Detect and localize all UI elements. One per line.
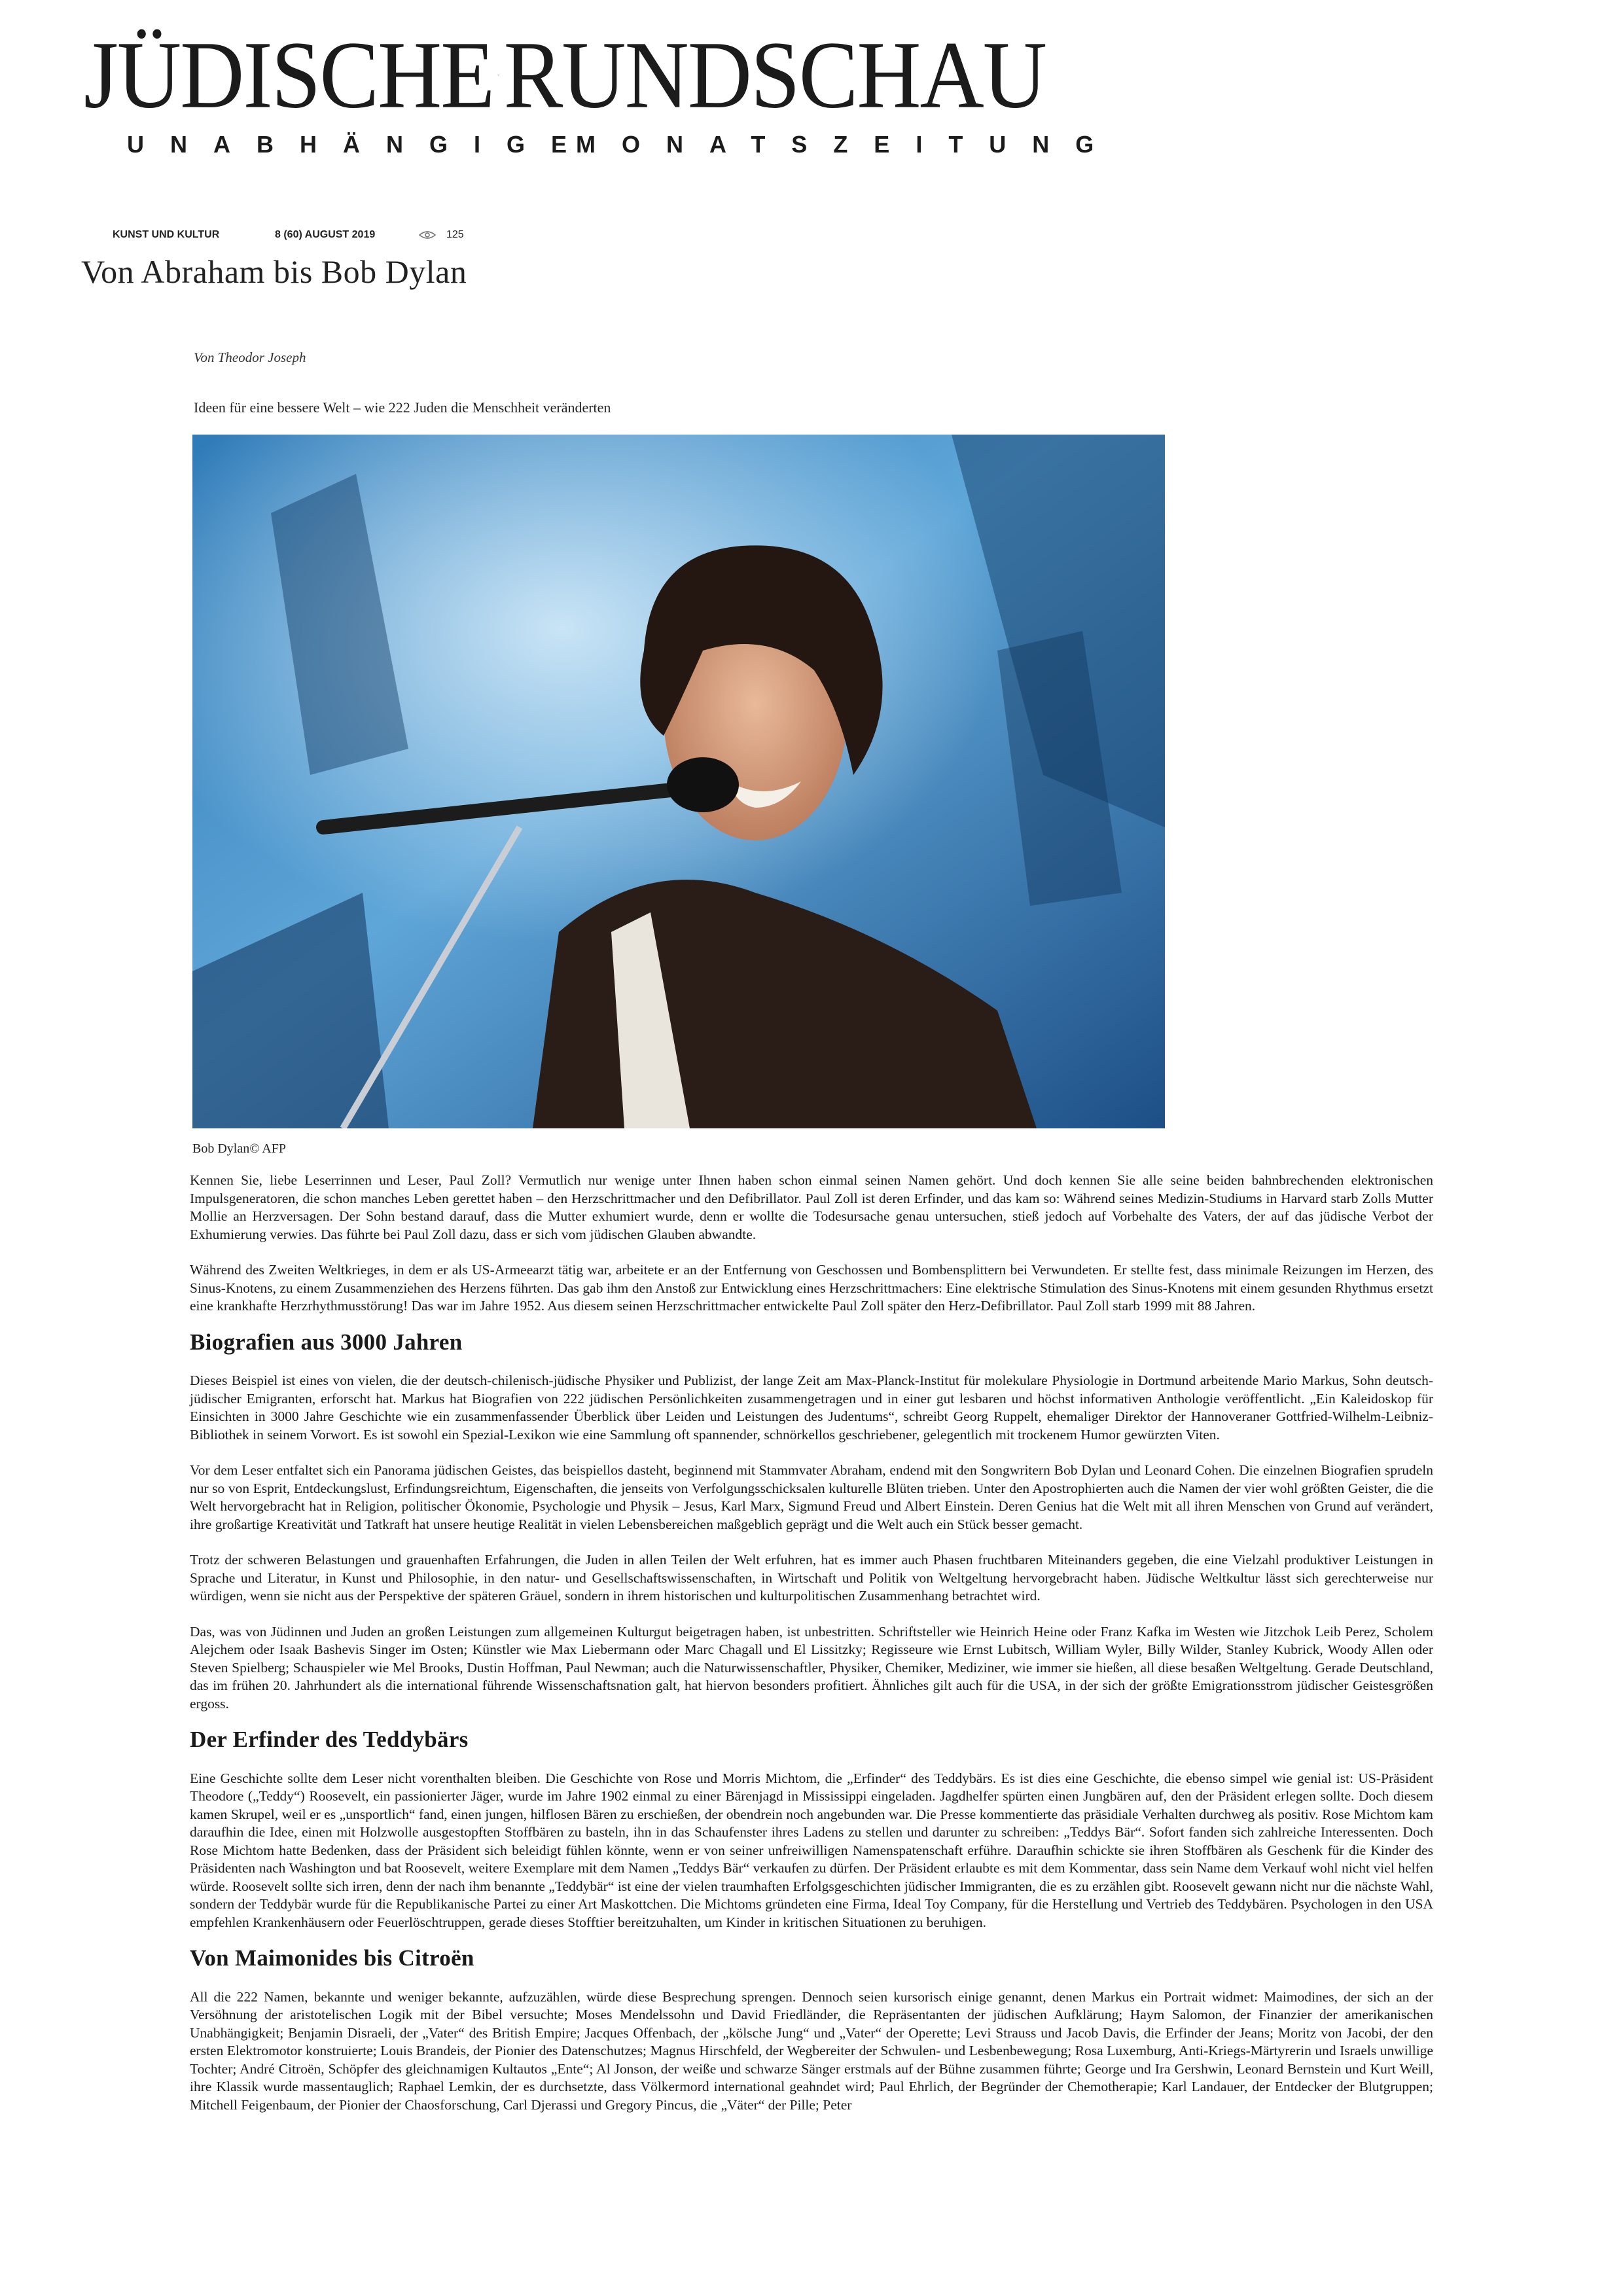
masthead-subtitle-right: MONATSZEITUNG — [576, 131, 1120, 158]
article-paragraph: Während des Zweiten Weltkrieges, in dem er als US-Armeearzt tätig war, arbeitete er an der Entfernung von Geschossen und Bombensplittern bei Verwundeten. Er stellte fest, dass minimale Reizungen im Herzen, des Sinus-Knotens, zu einem Zusammenziehen des Herzens führten. Das gab ihm den Anstoß zur Entwicklung eines Herzschrittmachers: Eine elektrische Stimulation des Sinus-Knotens mit einem gesunden Rhythmus ersetzt eine krankhafte Herzrhythmusstörung! Das war im Jahre 1952. Aus diesem seinen Herzschrittmacher entwickelte Paul Zoll später den Herz-Defibrillator. Paul Zoll starb 1999 mit 88 Jahren. — [190, 1262, 1433, 1314]
article-subtitle: Ideen für eine bessere Welt – wie 222 Juden die Menschheit veränderten — [194, 399, 611, 416]
masthead-title — [84, 22, 1046, 128]
section-heading: Von Maimonides bis Citroën — [190, 1945, 474, 1971]
category-link[interactable]: KUNST UND KULTUR — [113, 229, 220, 240]
article-byline: Von Theodor Joseph — [194, 350, 306, 365]
article-body — [190, 1172, 1433, 2132]
masthead-title-right: RUNDSCHAU — [503, 22, 1046, 128]
article-paragraph: All die 222 Namen, bekannte und weniger bekannte, aufzuzählen, würde diese Besprechung sprengen. Dennoch seien kursorisch einige genannt, denen Markus ein Portrait widmet: Maimodines, der sich an der Versöhnung der aristotelischen Logik mit der Bibel versuchte; Moses Mendelssohn und David Friedländer, die Repräsentanten der jüdischen Aufklärung; Haym Salomon, der Finanzier der amerikanischen Unabhängigkeit; Benjamin Disraeli, der „Vater“ des British Empire; Jacques Offenbach, der „kölsche Jung“ und „Vater“ der Operette; Levi Strauss und Jacob Davis, die Erfinder der Jeans; Moritz von Jacobi, der den ersten Elektromotor konstruierte; Louis Brandeis, der Pionier des Datenschutzes; Magnus Hirschfeld, der Wegbereiter der Schwulen- und Lesbenbewegung; Rosa Luxemburg, Anti-Kriegs-Märtyrerin und Israels unwillige Tochter; André Citroën, Schöpfer des gleichnamigen Kultautos „Ente“; Al Jonson, der weiße und schwarze Sänger erstmals auf der Bühne zusammen führte; George und Ira Gershwin, Leonard Bernstein und Kurt Weill, ihre Klassik wurde massentauglich; Raphael Lemkin, der es durchsetzte, dass Völkermord international geahndet wird; Paul Ehrlich, der Begründer der Chemotherapie; Karl Landauer, der Entdecker der Blutgruppen; Mitchell Feigenbaum, der Pionier der Chaosforschung, Carl Djerassi und Gregory Pincus, die „Väter“ der Pille; Peter — [190, 1988, 1433, 2113]
section-heading: Der Erfinder des Teddybärs — [190, 1727, 469, 1752]
photo-caption: Bob Dylan© AFP — [192, 1141, 286, 1156]
masthead-title-left: JÜDISCHE — [84, 22, 494, 128]
issue-link[interactable]: 8 (60) AUGUST 2019 — [275, 229, 376, 240]
eye-icon — [419, 230, 436, 240]
masthead-subtitle — [84, 131, 1120, 164]
masthead-subtitle-left: UNABHÄNGIGE — [127, 131, 594, 158]
article-meta — [113, 225, 464, 245]
article-photo — [192, 435, 1165, 1128]
bob-dylan-photo — [192, 435, 1165, 1128]
view-count-value: 125 — [446, 229, 464, 240]
article-paragraph: Vor dem Leser entfaltet sich ein Panorama jüdischen Geistes, das beispiellos dasteht, beginnend mit Stammvater Abraham, endend mit den Songwritern Bob Dylan und Leonard Cohen. Die einzelnen Biografien sprudeln nur so von Esprit, Entdeckungslust, Erfindungsreichtum, Eigenschaften, die jenseits von Verfolgungsschicksalen kulturelle Blüten trieben. Unter den Apostrophierten auch die Namen der vier wohl größten Geister, die die Welt hervorgebracht hat in Religion, politischer Ökonomie, Psychologie und Physik – Jesus, Karl Marx, Sigmund Freud und Albert Einstein. Deren Genius hat die Welt mit all ihren Menschen von Grund auf verändert, ihre großartige Kreativität und Tatkraft hat unsere heutige Realität in vielen Lebensbereichen maßgeblich geprägt und die Welt auch ein Stück besser gemacht. — [190, 1462, 1433, 1532]
view-count — [419, 229, 464, 241]
article-paragraph: Dieses Beispiel ist eines von vielen, die der deutsch-chilenisch-jüdische Physiker und Publizist, der lange Zeit am Max-Planck-Institut für molekulare Physiologie in Dortmund arbeitende Mario Markus, Sohn deutsch-jüdischer Emigranten, erforscht hat. Markus hat Biografien von 222 jüdischen Persönlichkeiten zusammengetragen und in einer gut lesbaren und höchst informativen Anthologie veröffentlicht. „Ein Kaleidoskop für Einsichten in 3000 Jahre Geschichte wie ein zusammenfassender Überblick über Leiden und Leistungen des Judentums“, schreibt Georg Ruppelt, ehemaliger Direktor der Hannoveraner Gottfried-Wilhelm-Leibniz-Bibliothek in seinem Vorwort. Es ist sowohl ein Spezial-Lexikon wie eine Sammlung oft spannender, schnörkellos geschriebener, gelegentlich mit trockenem Humor gewürzten Viten. — [190, 1372, 1433, 1443]
section-heading: Biografien aus 3000 Jahren — [190, 1329, 463, 1355]
article-paragraph: Trotz der schweren Belastungen und grauenhaften Erfahrungen, die Juden in allen Teilen der Welt erfuhren, hat es immer auch Phasen fruchtbaren Miteinanders gegeben, die eine Vielzahl produktiver Leistungen in Sprache und Literatur, in Kunst und Philosophie, in den natur- und Gesellschaftswissenschaften, in Wirtschaft und Politik von Weltgeltung hervorgebracht haben. Jüdische Weltkultur lässt sich gerechterweise nur würdigen, wenn sie nicht aus der Perspektive der späteren Gräuel, sondern in ihrem historischen und kulturpolitischen Zusammenhang betrachtet wird. — [190, 1552, 1433, 1604]
article-paragraph: Kennen Sie, liebe Leserrinnen und Leser, Paul Zoll? Vermutlich nur wenige unter Ihnen haben schon einmal seinen Namen gehört. Und doch kennen Sie alle seine beiden bahnbrechenden elektronischen Impulsgeneratoren, die schon manches Leben gerettet haben – den Herzschrittmacher und den Defibrillator. Paul Zoll ist deren Erfinder, und das kam so: Während seines Medizin-Studiums in Harvard starb Zolls Mutter Mollie an Herzversagen. Der Sohn bestand darauf, dass die Mutter exhumiert wurde, denn er wollte die Todesursache genau untersuchen, stieß jedoch auf Vorbehalte des Vaters, der auf das jüdische Verbot der Exhumierung verwies. Das führte bei Paul Zoll dazu, dass er sich vom jüdischen Glauben abwandte. — [190, 1172, 1433, 1242]
article-paragraph: Das, was von Jüdinnen und Juden an großen Leistungen zum allgemeinen Kulturgut beigetragen haben, ist unbestritten. Schriftsteller wie Heinrich Heine oder Franz Kafka im Westen wie Jitzchok Leib Perez, Scholem Alejchem oder Isaak Bashevis Singer im Osten; Künstler wie Max Liebermann oder Marc Chagall und El Lissitzky; Regisseure wie Ernst Lubitsch, William Wyler, Billy Wilder, Stanley Kubrick, Woody Allen oder Steven Spielberg; Schauspieler wie Mel Brooks, Dustin Hoffman, Paul Newman; auch die Naturwissenschaftler, Physiker, Chemiker, Mediziner, wie immer sie hießen, all diese besaßen Weltgeltung. Gerade Deutschland, das im frühen 20. Jahrhundert als die international führende Wissenschaftsnation galt, hat hiervon besonders profitiert. Ähnliches gilt auch für die USA, in der sich der größte Emigrationsstrom jüdischer Geistesgrößen ergoss. — [190, 1623, 1433, 1712]
article-paragraph: Eine Geschichte sollte dem Leser nicht vorenthalten bleiben. Die Geschichte von Rose und Morris Michtom, die „Erfinder“ des Teddybärs. Es ist dies eine Geschichte, die ebenso simpel wie genial ist: US-Präsident Theodore („Teddy“) Roosevelt, ein passionierter Jäger, wurde im Jahre 1902 einmal zu einer Bärenjagd in Mississippi eingeladen. Jagdhelfer spürten einen Jungbären auf, den der Präsident erlegen sollte. Doch diesem kamen Skrupel, weil er es „unsportlich“ fand, einen jungen, hilflosen Bären zu erschießen, der obendrein noch angebunden war. Die Presse kommentierte das präsidiale Verhalten durchweg als positiv. Rose Michtom kam daraufhin die Idee, einen mit Holzwolle ausgestopften Stoffbären zu basteln, ihn in das Schaufenster ihres Ladens zu stellen und darunter zu schreiben: „Teddys Bär“. Sofort fanden sich zahlreiche Interessenten. Doch Rose Michtom hatte Bedenken, dass der Präsident sich beleidigt fühlen könnte, wenn er von seiner unfreiwilligen Namenspatenschaft erführe. Daraufhin schickte sie ihren Stoffbären als Geschenk für die Kinder des Präsidenten nach Washington und bat Roosevelt, weitere Exemplare mit dem Namen „Teddys Bär“ verkaufen zu dürfen. Der Präsident erlaubte es mit dem Kommentar, dass sein Name dem Verkauf wohl nicht viel helfen würde. Roosevelt sollte sich irren, denn der nach ihm benannte „Teddybär“ ist eine der vielen traumhaften Erfolgsgeschichten jüdischer Immigranten, die es zu erzählen gibt. Roosevelt gewann nicht nur die nächste Wahl, sondern der Teddybär wurde für die Republikanische Partei zu einer Art Maskottchen. Die Michtoms gründeten eine Firma, Ideal Toy Company, für die Herstellung und Vertrieb des Teddybären. Psychologen in den USA empfehlen Krankenhäusern oder Feuerlöschtruppen, gerade dieses Stofftier bereitzuhalten, um Kinder in kritischen Situationen zu beruhigen. — [190, 1770, 1433, 1930]
article-headline: Von Abraham bis Bob Dylan — [81, 253, 467, 290]
menorah-arc-logo-icon — [497, 39, 499, 111]
masthead — [84, 22, 1120, 164]
